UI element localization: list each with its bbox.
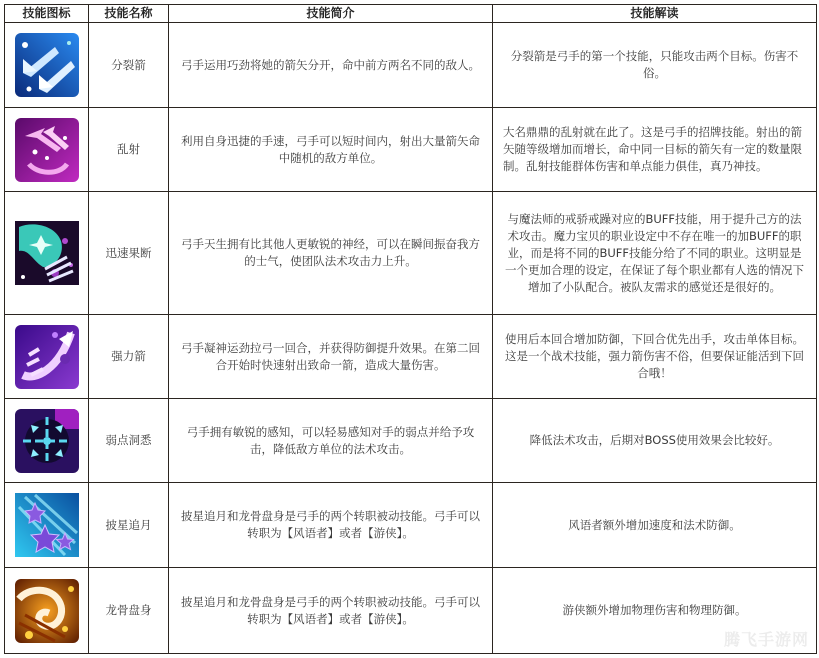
random-shot-icon [15,118,79,182]
skill-intro: 披星追月和龙骨盘身是弓手的两个转职被动技能。弓手可以转职为【风语者】或者【游侠】。 [169,483,493,568]
icon-cell [5,315,89,399]
watermark: 腾飞手游网 [723,630,809,649]
table-row [5,568,817,654]
skill-analysis: 大名鼎鼎的乱射就在此了。这是弓手的招牌技能。射出的箭矢随等级增加而增长，命中同一目标的箭矢有一定的数量限制。乱射技能群体伤害和单点能力俱佳，真乃神技。 [493,108,817,192]
skill-analysis: 游侠额外增加物理伤害和物理防御。 [493,568,817,654]
header-row [5,5,817,23]
header-analysis: 技能解读 [493,5,817,23]
table-row [5,192,817,315]
skill-name: 强力箭 [89,315,169,399]
star-moon-icon [15,493,79,557]
weakness-insight-icon [15,409,79,473]
skill-analysis: 分裂箭是弓手的第一个技能，只能攻击两个目标。伤害不俗。 [493,23,817,108]
table-row [5,315,817,399]
table-row [5,108,817,192]
table-row [5,483,817,568]
skill-intro: 弓手拥有敏锐的感知，可以轻易感知对手的弱点并给予攻击，降低敌方单位的法术攻击。 [169,399,493,483]
skill-analysis: 与魔法师的戒骄戒躁对应的BUFF技能，用于提升己方的法术攻击。魔力宝贝的职业设定中不存在唯一的加BUFF的职业，而是将不同的BUFF技能分给了不同的职业。这明显是一个更加合理的设定，在保证了每个职业都有人选的情况下增加了小队配合。被队友需求的感觉还是很好的。 [493,192,817,315]
skill-intro: 弓手凝神运劲拉弓一回合，并获得防御提升效果。在第二回合开始时快速射出致命一箭，造成大量伤害。 [169,315,493,399]
table-row [5,23,817,108]
skill-analysis: 降低法术攻击，后期对BOSS使用效果会比较好。 [493,399,817,483]
header-name: 技能名称 [89,5,169,23]
skills-table [4,4,817,654]
icon-cell [5,568,89,654]
swift-decision-icon [15,221,79,285]
header-intro: 技能简介 [169,5,493,23]
skill-name: 披星追月 [89,483,169,568]
skill-intro: 弓手运用巧劲将她的箭矢分开，命中前方两名不同的敌人。 [169,23,493,108]
header-icon: 技能图标 [5,5,89,23]
power-arrow-icon [15,325,79,389]
skill-name: 乱射 [89,108,169,192]
skill-name: 分裂箭 [89,23,169,108]
skill-analysis: 使用后本回合增加防御，下回合优先出手，攻击单体目标。这是一个战术技能，强力箭伤害不俗，但要保证能活到下回合哦！ [493,315,817,399]
skill-name: 弱点洞悉 [89,399,169,483]
icon-cell [5,23,89,108]
icon-cell [5,399,89,483]
skill-analysis: 风语者额外增加速度和法术防御。 [493,483,817,568]
icon-cell [5,108,89,192]
skill-name: 龙骨盘身 [89,568,169,654]
skill-intro: 利用自身迅捷的手速，弓手可以短时间内，射出大量箭矢命中随机的敌方单位。 [169,108,493,192]
icon-cell [5,483,89,568]
table-row [5,399,817,483]
skill-name: 迅速果断 [89,192,169,315]
skill-intro: 弓手天生拥有比其他人更敏锐的神经，可以在瞬间振奋我方的士气，使团队法术攻击力上升。 [169,192,493,315]
skill-intro: 披星追月和龙骨盘身是弓手的两个转职被动技能。弓手可以转职为【风语者】或者【游侠】。 [169,568,493,654]
icon-cell [5,192,89,315]
dragon-bone-icon [15,579,79,643]
split-arrow-icon [15,33,79,97]
